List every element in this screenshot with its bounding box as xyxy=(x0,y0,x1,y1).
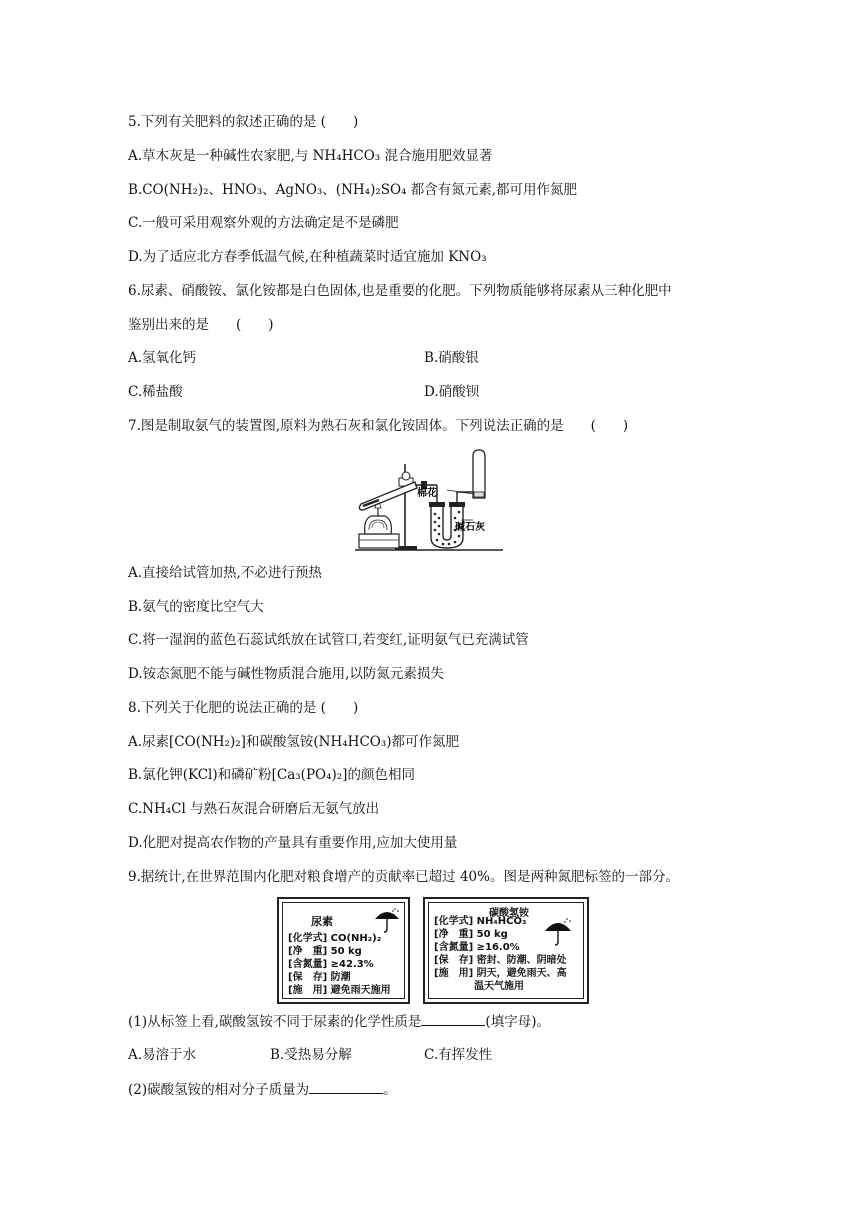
q7-option-c[interactable]: C.将一湿润的蓝色石蕊试纸放在试管口,若变红,证明氨气已充满试管 xyxy=(128,632,529,648)
ab-formula-row: [化学式] NH₄HCO₃ xyxy=(434,916,527,927)
urea-label-title: 尿素 xyxy=(311,915,333,928)
urea-label-card xyxy=(277,897,410,1004)
ab-storage-row: [保 存] 密封、防潮、阴暗处 xyxy=(434,955,567,966)
ab-usage-row: [施 用] 阴天，避免雨天、高 xyxy=(434,968,567,979)
ab-weight-row: [净 重] 50 kg xyxy=(434,929,508,940)
q9-sub2-text: (2)碳酸氢铵的相对分子质量为 xyxy=(128,1082,310,1098)
q7-option-d[interactable]: D.铵态氮肥不能与碱性物质混合施用,以防氮元素损失 xyxy=(128,666,444,682)
ammonia-apparatus-figure xyxy=(355,448,505,554)
umbrella-icon xyxy=(543,917,573,947)
ab-nitrogen-row: [含氮量] ≥16.0% xyxy=(434,942,520,953)
q5-option-c[interactable]: C.一般可采用观察外观的方法确定是不是磷肥 xyxy=(128,215,399,231)
q6-stem-line1: 6.尿素、硝酸铵、氯化铵都是白色固体,也是重要的化肥。下列物质能够将尿素从三种化肥中 xyxy=(128,283,672,299)
q9-option-c[interactable]: C.有挥发性 xyxy=(424,1047,493,1063)
q9-sub1-tail: (填字母)。 xyxy=(485,1014,550,1030)
q9-sub2-tail: 。 xyxy=(383,1082,397,1098)
q5-option-a[interactable]: A.草木灰是一种碱性农家肥,与 NH₄HCO₃ 混合施用肥效显著 xyxy=(128,148,493,164)
q9-sub1-text: (1)从标签上看,碳酸氢铵不同于尿素的化学性质是 xyxy=(128,1014,422,1030)
q9-sub2-answer-blank[interactable] xyxy=(309,1079,383,1094)
q5-option-b[interactable]: B.CO(NH₂)₂、HNO₃、AgNO₃、(NH₄)₂SO₄ 都含有氮元素,都可用作氮肥 xyxy=(128,182,578,198)
q6-option-a[interactable]: A.氢氧化钙 xyxy=(128,350,197,366)
q9-sub2 xyxy=(128,1079,397,1100)
q9-sub1 xyxy=(128,1011,550,1032)
q7-stem: 7.图是制取氨气的装置图,原料为熟石灰和氯化铵固体。下列说法正确的是 ( ) xyxy=(128,418,629,434)
q9-sub1-answer-blank[interactable] xyxy=(421,1011,485,1026)
urea-storage-row: [保 存] 防潮 xyxy=(288,972,351,983)
q5-stem: 5.下列有关肥料的叙述正确的是 ( ) xyxy=(128,114,359,130)
q7-option-a[interactable]: A.直接给试管加热,不必进行预热 xyxy=(128,565,322,581)
q6-option-d[interactable]: D.硝酸钡 xyxy=(424,384,480,400)
q8-option-b[interactable]: B.氯化钾(KCl)和磷矿粉[Ca₃(PO₄)₂]的颜色相同 xyxy=(128,767,415,783)
urea-usage-row: [施 用] 避免雨天施用 xyxy=(288,985,391,996)
urea-weight-row: [净 重] 50 kg xyxy=(288,946,362,957)
ammonium-bicarbonate-label-card xyxy=(423,897,589,1004)
q8-stem: 8.下列关于化肥的说法正确的是 ( ) xyxy=(128,700,359,716)
q9-stem: 9.据统计,在世界范围内化肥对粮食增产的贡献率已超过 40%。图是两种氮肥标签的一部分。 xyxy=(128,869,679,885)
q8-option-c[interactable]: C.NH₄Cl 与熟石灰混合研磨后无氨气放出 xyxy=(128,801,380,817)
urea-nitrogen-row: [含氮量] ≥42.3% xyxy=(288,959,374,970)
q8-option-d[interactable]: D.化肥对提高农作物的产量具有重要作用,应加大使用量 xyxy=(128,835,458,851)
q9-option-a[interactable]: A.易溶于水 xyxy=(128,1047,197,1063)
ammonium-bicarbonate-label-title: 碳酸氢铵 xyxy=(489,908,529,919)
q7-option-b[interactable]: B.氨气的密度比空气大 xyxy=(128,599,264,615)
soda-lime-label: 碱石灰 xyxy=(455,522,485,533)
q6-option-c[interactable]: C.稀盐酸 xyxy=(128,384,183,400)
q6-stem-line2: 鉴别出来的是 ( ) xyxy=(128,317,274,333)
cotton-label: 棉花 xyxy=(417,488,437,499)
q9-option-b[interactable]: B.受热易分解 xyxy=(270,1047,352,1063)
q8-option-a[interactable]: A.尿素[CO(NH₂)₂]和碳酸氢铵(NH₄HCO₃)都可作氮肥 xyxy=(128,734,460,750)
q6-option-b[interactable]: B.硝酸银 xyxy=(424,350,479,366)
ab-usage-row-cont: 温天气施用 xyxy=(434,981,524,992)
urea-formula-row: [化学式] CO(NH₂)₂ xyxy=(288,933,382,944)
umbrella-icon xyxy=(373,907,401,933)
q5-option-d[interactable]: D.为了适应北方春季低温气候,在种植蔬菜时适宜施加 KNO₃ xyxy=(128,249,487,265)
